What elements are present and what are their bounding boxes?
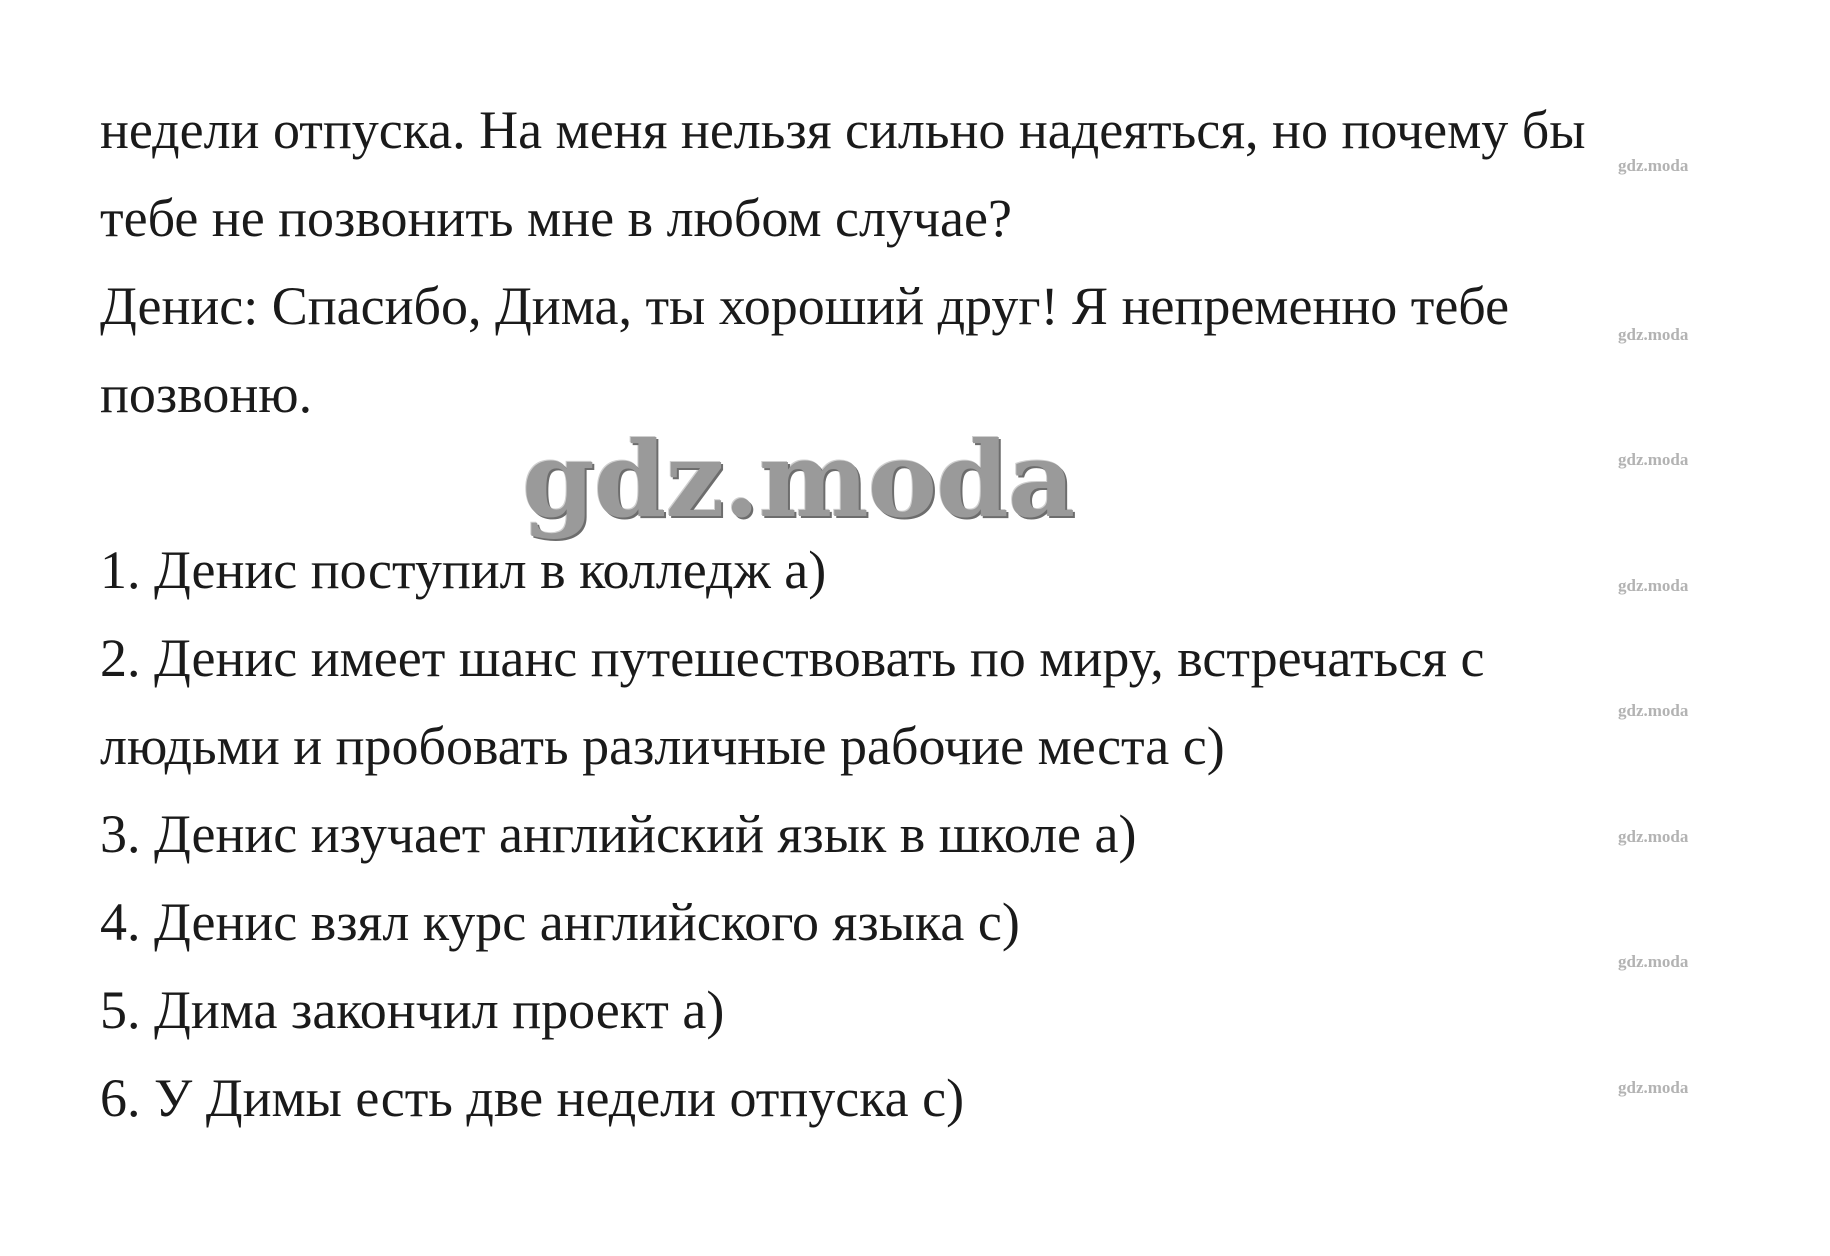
watermark-small: gdz.moda bbox=[1618, 1078, 1689, 1097]
answer-item-1: 1. Денис поступил в колледж a) bbox=[100, 540, 827, 600]
watermark-small: gdz.moda bbox=[1618, 325, 1689, 344]
answer-item-3: 3. Денис изучает английский язык в школе a) bbox=[100, 804, 1137, 864]
watermark-small: gdz.moda bbox=[1618, 156, 1689, 175]
text-line-2: тебе не позвонить мне в любом случае? bbox=[100, 188, 1012, 248]
watermark-small: gdz.moda bbox=[1618, 952, 1689, 971]
text-line-1: недели отпуска. На меня нельзя сильно надеяться, но почему бы bbox=[100, 100, 1586, 160]
watermark-small: gdz.moda bbox=[1618, 701, 1689, 720]
watermark-small: gdz.moda bbox=[1618, 827, 1689, 846]
answer-item-4: 4. Денис взял курс английского языка c) bbox=[100, 892, 1020, 952]
answer-item-6: 6. У Димы есть две недели отпуска c) bbox=[100, 1068, 965, 1128]
watermark-small: gdz.moda bbox=[1618, 450, 1689, 469]
answer-item-2-continued: людьми и пробовать различные рабочие места c) bbox=[100, 716, 1225, 776]
watermark-small: gdz.moda bbox=[1618, 576, 1689, 595]
text-line-4: позвоню. bbox=[100, 364, 313, 424]
text-line-3: Денис: Спасибо, Дима, ты хороший друг! Я непременно тебе bbox=[100, 276, 1510, 336]
answer-item-5: 5. Дима закончил проект a) bbox=[100, 980, 725, 1040]
answer-item-2: 2. Денис имеет шанс путешествовать по миру, встречаться с bbox=[100, 628, 1485, 688]
watermark-logo: gdz.moda bbox=[522, 418, 1075, 541]
